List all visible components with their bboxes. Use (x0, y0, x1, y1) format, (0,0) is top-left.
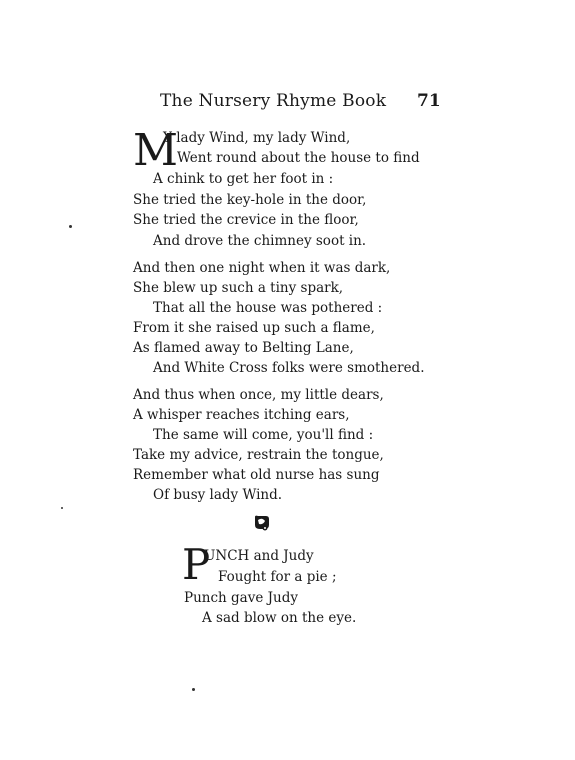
running-header-title: The Nursery Rhyme Book (160, 91, 387, 111)
verse-line: A sad blow on the eye. (202, 610, 357, 626)
verse-line: And then one night when it was dark, (133, 260, 391, 276)
verse-line: Remember what old nurse has sung (133, 467, 380, 483)
verse-line: Punch gave Judy (184, 590, 298, 606)
verse-line: Y lady Wind, my lady Wind, (163, 130, 351, 146)
verse-line: And White Cross folks were smothered. (153, 360, 425, 376)
speck (69, 225, 72, 228)
drop-cap-p: P (182, 540, 211, 589)
verse-line: That all the house was pothered : (153, 300, 383, 316)
verse-line: She blew up such a tiny spark, (133, 280, 344, 296)
verse-line: The same will come, you'll find : (153, 427, 374, 443)
verse-line: From it she raised up such a flame, (133, 320, 375, 336)
fleuron-ornament-icon (253, 514, 271, 532)
verse-line: She tried the crevice in the floor, (133, 212, 359, 228)
verse-line: Take my advice, restrain the tongue, (133, 447, 384, 463)
verse-line: A whisper reaches itching ears, (133, 407, 350, 423)
speck (192, 688, 195, 691)
speck (61, 507, 63, 509)
verse-line: And thus when once, my little dears, (133, 387, 384, 403)
verse-line: A chink to get her foot in : (153, 171, 334, 187)
page-number: 71 (417, 91, 441, 111)
verse-line: As flamed away to Belting Lane, (133, 340, 354, 356)
verse-line: UNCH and Judy (204, 548, 314, 564)
verse-line: She tried the key-hole in the door, (133, 192, 367, 208)
verse-line: And drove the chimney soot in. (153, 233, 367, 249)
verse-line: Of busy lady Wind. (153, 487, 283, 503)
verse-line: Went round about the house to find (177, 150, 420, 166)
verse-line: Fought for a pie ; (218, 569, 337, 585)
drop-cap-m: M (133, 125, 179, 176)
